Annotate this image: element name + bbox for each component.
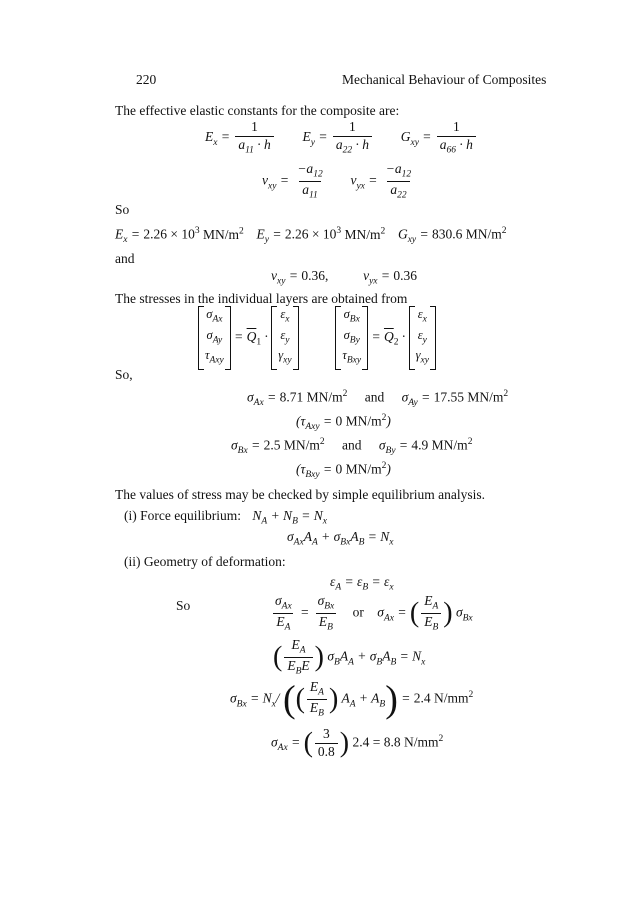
elastic-constant-formulas: $E_x$ = $\frac{1}{a_{11} \cdot h}$ $E_y$ = $\frac{1}{a_{22} \cdot h}$ $G_{xy}$ = $\frac{1}{a_{66} \cdot h}$ bbox=[205, 120, 478, 156]
running-title: Mechanical Behaviour of Composites bbox=[342, 72, 547, 87]
force-equilibrium-eq: $\sigma_{Ax}A_A + \sigma_{Bx}A_B = N_x$ bbox=[287, 529, 394, 548]
elastic-constant-values: $E_x = 2.26 \times 10^3$ $MN/m^2$ $E_y = 2.26 \times 10^3$ $MN/m^2$ $G_{xy} = 830.6$ $MN/m^2$ bbox=[115, 226, 507, 246]
and-label: and bbox=[115, 251, 135, 266]
page-number: 220 bbox=[136, 72, 157, 87]
so-label-3: So bbox=[176, 598, 191, 613]
stresses-text: The stresses in the individual layers are obtained from bbox=[115, 291, 408, 306]
layer-a-shear: ($\tau_{Axy} = 0$ $MN/m^2$) bbox=[296, 413, 391, 433]
substituted-equilibrium: ( $\frac{E_A}{E_BE}$ ) $\sigma_BA_A + \sigma_BA_B = N_x$ bbox=[273, 637, 426, 677]
geometry-label: (ii) Geometry of deformation: bbox=[124, 554, 286, 569]
poisson-ratio-formulas: $\nu_{xy}$ = $\frac{-a_{12}}{a_{11}}$ $\nu_{yx}$ = $\frac{-a_{12}}{a_{22}}$ bbox=[262, 161, 412, 201]
intro-text: The effective elastic constants for the composite are: bbox=[115, 103, 400, 118]
sigma-bx-result: $\sigma_{Bx} = N_x/$ (( $\frac{E_A}{E_B}$ ) $A_A + A_B) = 2.4$ $N/mm^2$ bbox=[230, 678, 474, 721]
sigma-ax-result: $\sigma_{Ax}$ = ( $\frac{3}{0.8}$ ) 2.4 = 8.8 $N/mm^2$ bbox=[271, 726, 444, 759]
stress-ratio-eq: $\frac{\sigma_{Ax}}{E_A}$ = $\frac{\sigma_{Bx}}{E_B}$ or $\sigma_{Ax}$ = ( $\frac{E_A}{E_B}$ ) $\sigma_{Bx}$ bbox=[275, 593, 473, 633]
layer-b-shear: ($\tau_{Bxy} = 0$ $MN/m^2$) bbox=[296, 461, 391, 481]
layer-b-stresses: $\sigma_{Bx} = 2.5$ $MN/m^2$ and $\sigma_{By} = 4.9$ $MN/m^2$ bbox=[231, 437, 473, 457]
poisson-ratio-values: $\nu_{xy} = 0.36$, $\nu_{yx} = 0.36$ bbox=[271, 268, 417, 287]
layer-a-stresses: $\sigma_{Ax} = 8.71$ $MN/m^2$ and $\sigma_{Ay} = 17.55$ $MN/m^2$ bbox=[247, 389, 509, 409]
check-text: The values of stress may be checked by simple equilibrium analysis. bbox=[115, 487, 486, 502]
force-equilibrium-label: (i) Force equilibrium: $N_A + N_B = N_x$ bbox=[124, 508, 327, 527]
strain-compatibility: $\varepsilon_A = \varepsilon_B = \varepsilon_x$ bbox=[330, 574, 394, 593]
so-label-1: So bbox=[115, 202, 130, 217]
layer-stress-matrices: $\sigma_{Ax}$ $\sigma_{Ay}$ $\tau_{Axy}$ = $\overline{Q}_1$ · $\varepsilon_x$ $\varepsilon_y$ $\gamma_{xy}$ $\sigma_{Bx}$ $\sigma_{By}$ $\tau_{Bxy}$ = $\overline{Q}_2$ · $\varepsilon_x$ $\varepsilon_y$ $\gamma_{xy}$ bbox=[198, 306, 436, 370]
so-label-2: So, bbox=[115, 367, 133, 382]
